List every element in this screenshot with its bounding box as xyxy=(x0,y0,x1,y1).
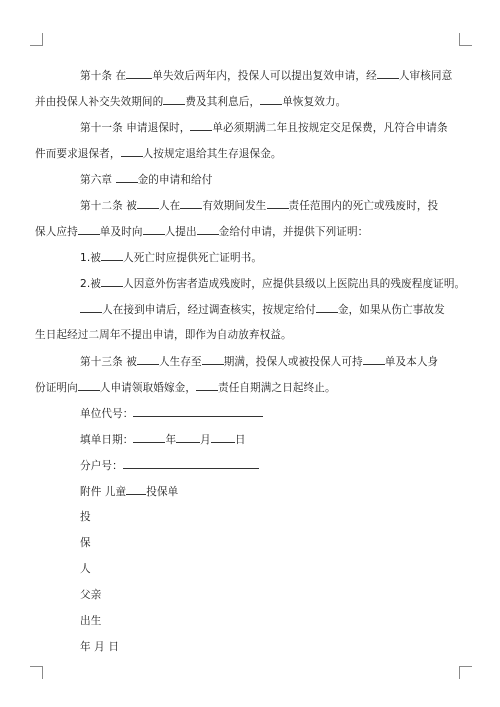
form-line-2 xyxy=(80,536,91,550)
article-12-line-1 xyxy=(80,198,438,213)
account-number-blank xyxy=(123,458,259,469)
text-segment: 第十一条 申请退保时， xyxy=(80,122,191,134)
text-segment: 金的申请和给付 xyxy=(137,174,213,186)
text-segment: 第六章 xyxy=(80,174,116,186)
fill-date-label: 填单日期： xyxy=(80,434,134,446)
proof-item-1 xyxy=(80,250,262,265)
text-segment: 人在接到申请后，经过调查核实，按规定给付 xyxy=(102,304,316,316)
blank-field xyxy=(101,250,123,261)
text-segment: 月 xyxy=(200,434,211,446)
text-segment: 保 xyxy=(80,537,91,549)
text-segment: 第十三条 被 xyxy=(80,356,137,368)
text-segment: 人按规定退给其生存退保金。 xyxy=(142,148,282,160)
text-segment: 附件 儿童 xyxy=(80,486,127,498)
text-segment: 单失效后两年内，投保人可以提出复效申请，经 xyxy=(152,70,377,82)
text-segment: 并由投保人补交失效期间的 xyxy=(35,96,164,108)
blank-field xyxy=(180,198,202,209)
article-13-line-2 xyxy=(35,380,336,395)
crop-mark-top-left xyxy=(30,33,43,46)
article-11-line-2 xyxy=(35,146,282,161)
blank-field xyxy=(126,484,146,495)
text-segment: 第十条 在 xyxy=(80,70,127,82)
text-segment: 人提出 xyxy=(164,226,197,238)
attachment-line xyxy=(80,484,178,499)
text-segment: 人死亡时应提供死亡证明书。 xyxy=(123,252,263,264)
text-segment: 份证明向 xyxy=(35,382,78,394)
text-segment: 金，如果从伤亡事故发 xyxy=(337,304,445,316)
text-segment: 第十二条 被 xyxy=(80,200,137,212)
article-10-line-1 xyxy=(80,68,452,83)
text-segment: 生日起经过二周年不提出申请，即作为自动放弃权益。 xyxy=(35,329,292,341)
crop-mark-bottom-left xyxy=(30,666,43,679)
form-line-4 xyxy=(80,588,101,602)
blank-field xyxy=(316,302,338,313)
text-segment: 1.被 xyxy=(80,252,102,264)
account-number-field xyxy=(80,458,259,473)
blank-field xyxy=(137,198,159,209)
blank-field xyxy=(267,198,289,209)
blank-field xyxy=(126,68,152,79)
text-segment: 有效期间发生 xyxy=(202,200,267,212)
form-line-6 xyxy=(80,640,119,654)
text-segment: 保人应持 xyxy=(35,226,78,238)
proof-item-2 xyxy=(80,276,465,291)
blank-field xyxy=(101,276,123,287)
blank-field xyxy=(211,432,235,443)
blank-field xyxy=(78,380,100,391)
text-segment: 年 xyxy=(165,434,177,446)
article-13-line-1 xyxy=(80,354,438,369)
unit-code-label: 单位代号： xyxy=(80,408,134,420)
text-segment: 父亲 xyxy=(80,589,102,601)
account-number-label: 分户号： xyxy=(80,460,123,472)
unit-code-field xyxy=(80,406,263,421)
blank-field xyxy=(202,354,224,365)
text-segment: 人因意外伤害者造成残废时，应提供县级以上医院出具的残废程度证明。 xyxy=(123,278,466,290)
crop-mark-top-right xyxy=(459,33,472,46)
chapter-6-heading xyxy=(80,172,212,187)
blank-field xyxy=(143,224,165,235)
blank-field xyxy=(363,354,385,365)
text-segment: 单及本人身 xyxy=(384,356,439,368)
article-12-line-2 xyxy=(35,224,368,239)
text-segment: 单恢复效力。 xyxy=(282,96,347,108)
text-segment: 人审核同意 xyxy=(398,70,453,82)
text-segment: 人在 xyxy=(158,200,181,212)
text-segment: 投 xyxy=(80,511,91,523)
text-segment: 期满，投保人或被投保人可持 xyxy=(223,356,363,368)
text-segment: 费及其利息后， xyxy=(185,96,261,108)
text-segment: 责任范围内的死亡或残废时，投 xyxy=(288,200,439,212)
blank-field xyxy=(377,68,399,79)
payment-clause-line-2 xyxy=(35,328,292,342)
unit-code-blank xyxy=(133,406,263,417)
text-segment: 单必须期满二年且按规定交足保费，凡符合申请条 xyxy=(212,122,448,134)
fill-date-field xyxy=(80,432,246,447)
blank-field xyxy=(116,172,138,183)
blank-field xyxy=(197,224,219,235)
blank-field xyxy=(260,94,282,105)
blank-field xyxy=(80,302,102,313)
text-segment: 人 xyxy=(80,563,91,575)
blank-field xyxy=(137,354,159,365)
blank-field xyxy=(196,380,218,391)
text-segment: 人生存至 xyxy=(158,356,202,368)
text-segment: 2.被 xyxy=(80,278,102,290)
text-segment: 单及时向 xyxy=(99,226,143,238)
article-10-line-2 xyxy=(35,94,346,109)
blank-field xyxy=(133,432,165,443)
form-line-5 xyxy=(80,614,101,628)
text-segment: 金给付申请，并提供下列证明： xyxy=(218,226,369,238)
text-segment: 日 xyxy=(234,434,246,446)
blank-field xyxy=(176,432,200,443)
blank-field xyxy=(163,94,185,105)
form-line-1 xyxy=(80,510,91,524)
blank-field xyxy=(190,120,212,131)
text-segment: 投保单 xyxy=(146,486,179,498)
text-segment: 人申请领取婚嫁金， xyxy=(99,382,197,394)
blank-field xyxy=(78,224,100,235)
text-segment: 件而要求退保者， xyxy=(35,148,121,160)
crop-mark-bottom-right xyxy=(459,666,472,679)
text-segment: 出生 xyxy=(80,615,102,627)
text-segment: 年 月 日 xyxy=(80,641,120,653)
payment-clause-line-1 xyxy=(80,302,445,317)
text-segment: 责任自期满之日起终止。 xyxy=(218,382,336,394)
form-line-3 xyxy=(80,562,91,576)
article-11-line-1 xyxy=(80,120,448,135)
blank-field xyxy=(121,146,143,157)
